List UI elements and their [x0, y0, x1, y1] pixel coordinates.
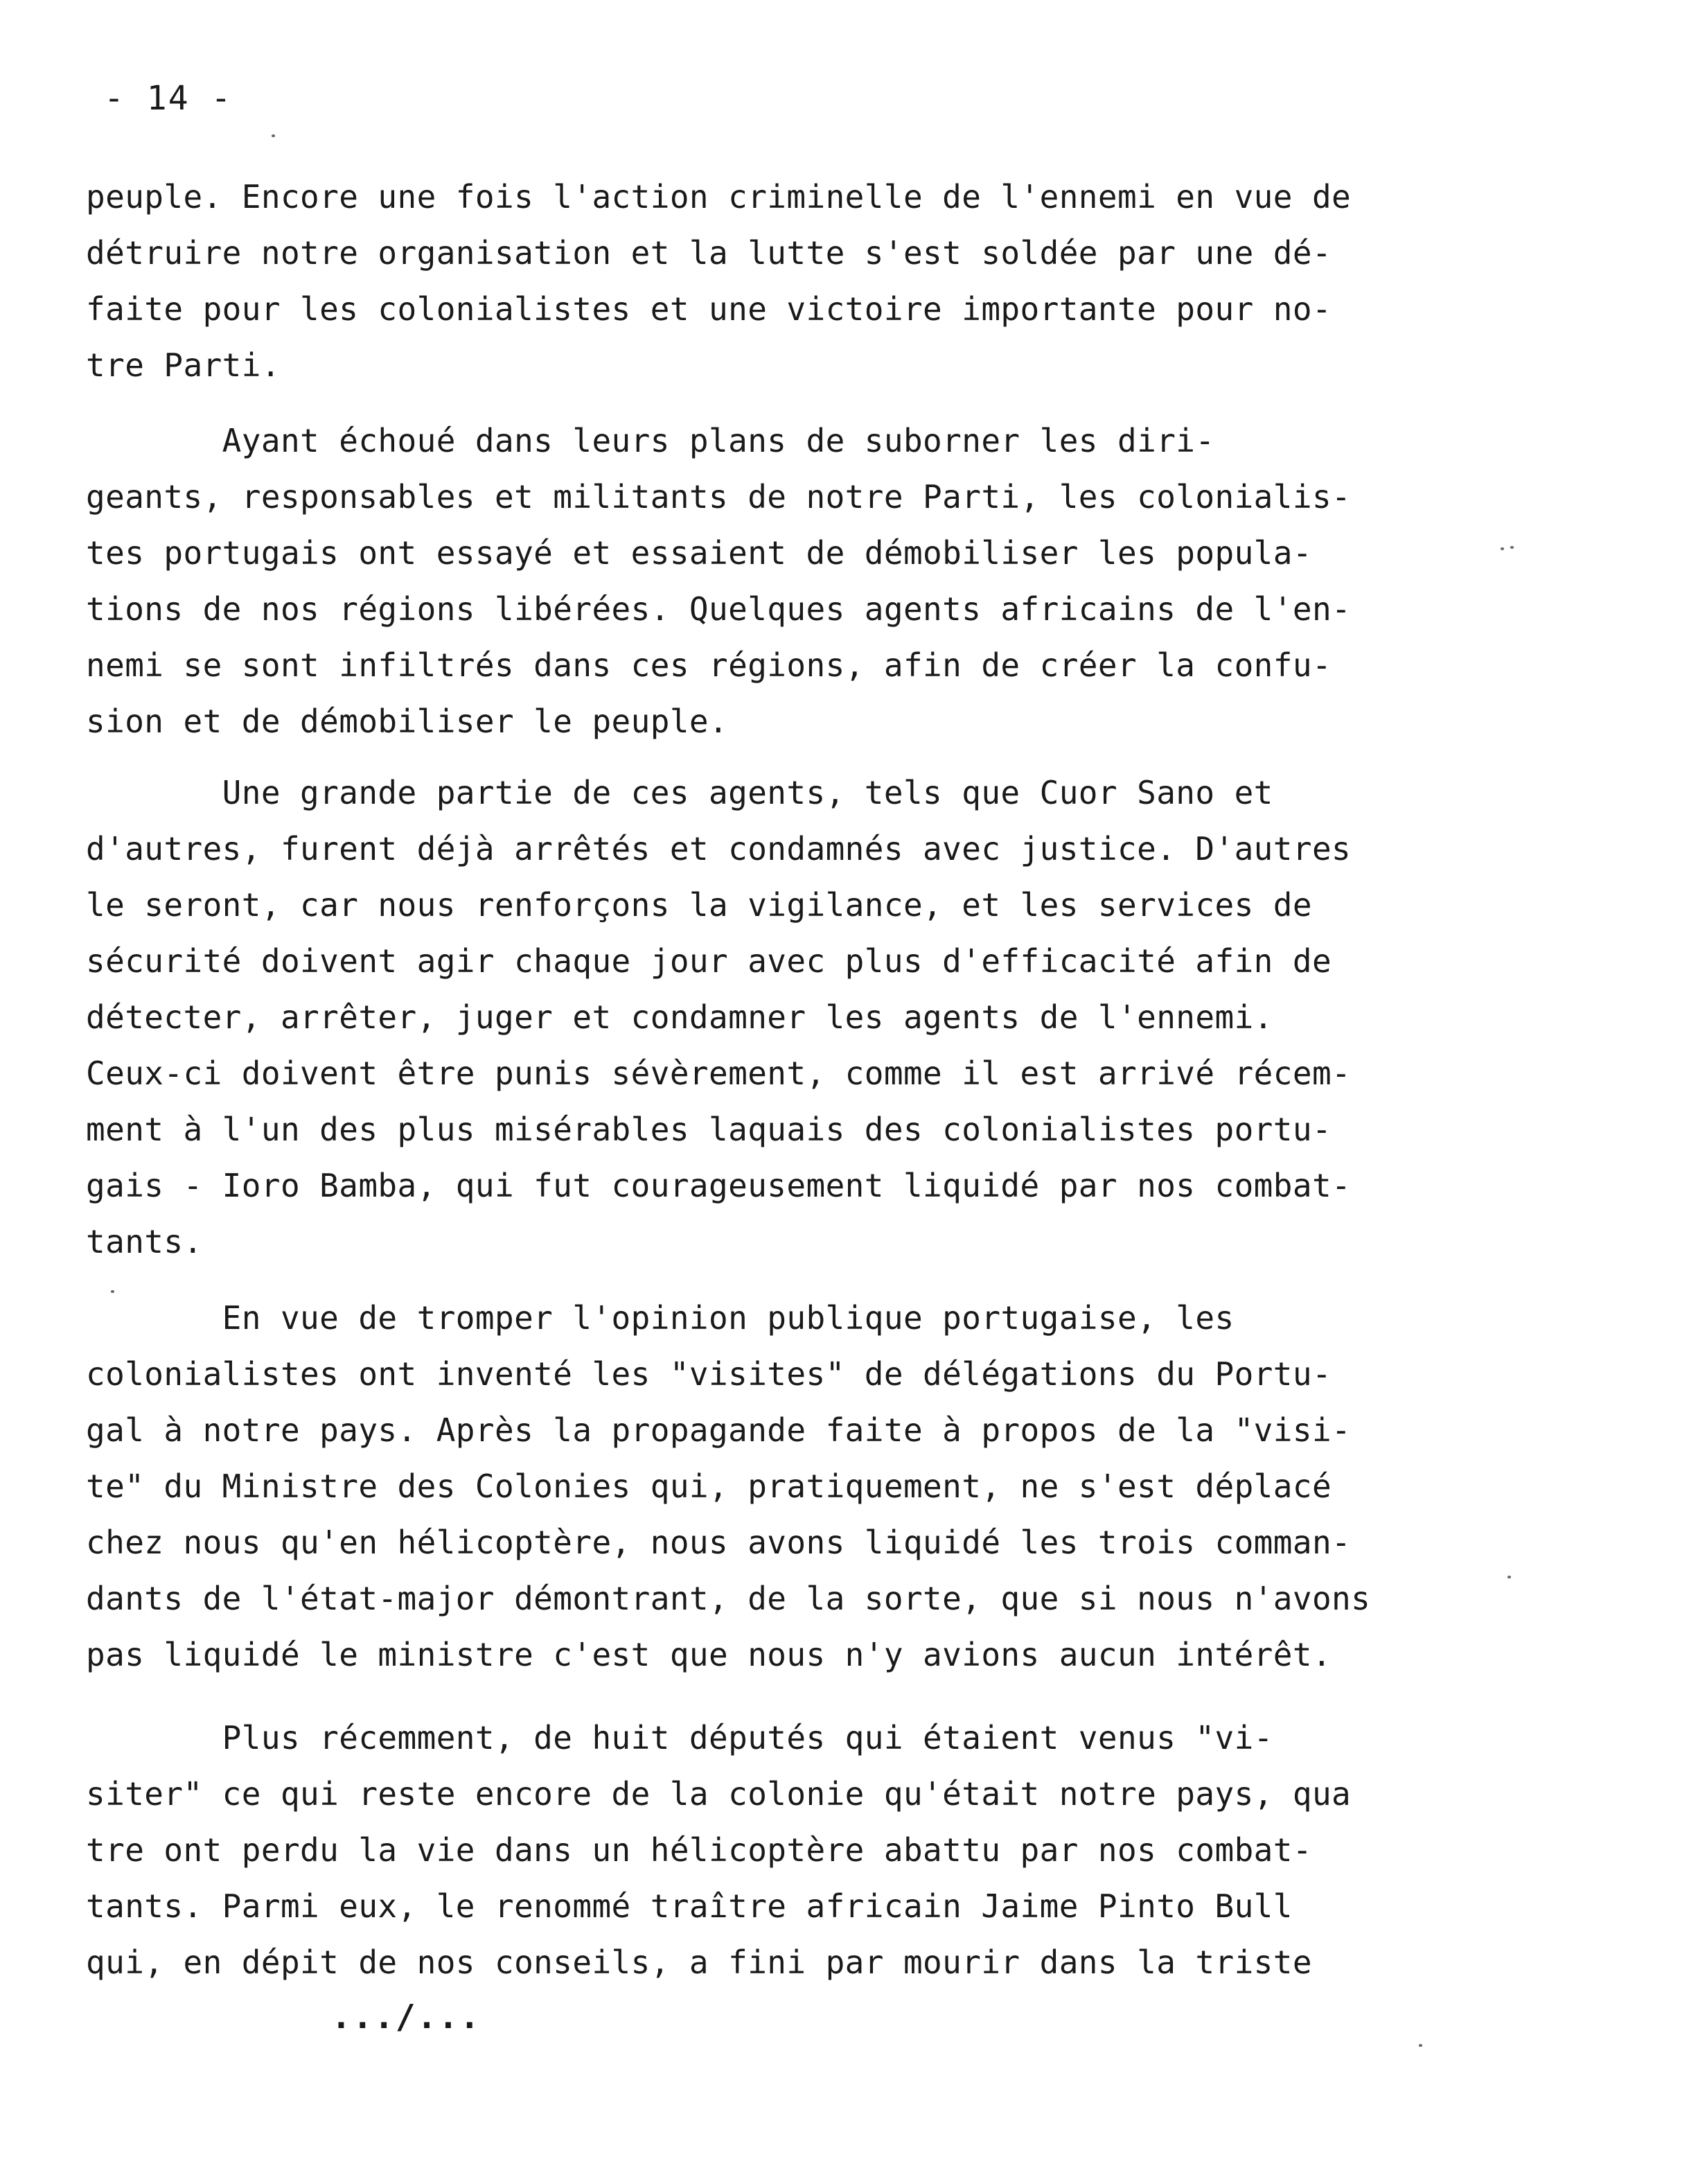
continuation-mark: .../... [331, 1998, 481, 2036]
text-line: chez nous qu'en hélicoptère, nous avons liquidé les trois comman- [86, 1524, 1352, 1561]
text-line: détecter, arrêter, juger et condamner les agents de l'ennemi. [86, 998, 1273, 1036]
text-line: sion et de démobiliser le peuple. [86, 703, 729, 740]
scan-speck [1419, 2044, 1422, 2047]
text-line: pas liquidé le ministre c'est que nous n'y avions aucun intérêt. [86, 1636, 1332, 1673]
text-line: nemi se sont infiltrés dans ces régions, afin de créer la confu- [86, 646, 1332, 684]
text-line: Ayant échoué dans leurs plans de suborner les diri- [86, 422, 1215, 459]
text-line: détruire notre organisation et la lutte s'est soldée par une dé- [86, 234, 1332, 272]
text-line: tre ont perdu la vie dans un hélicoptère abattu par nos combat- [86, 1831, 1312, 1869]
text-line: tants. Parmi eux, le renommé traître africain Jaime Pinto Bull [86, 1887, 1293, 1925]
paragraph-3 [86, 765, 1444, 1270]
text-line: faite pour les colonialistes et une victoire importante pour no- [86, 290, 1332, 328]
text-line: sécurité doivent agir chaque jour avec plus d'efficacité afin de [86, 942, 1332, 980]
text-line: te" du Ministre des Colonies qui, pratiquement, ne s'est déplacé [86, 1468, 1332, 1505]
text-line: Ceux-ci doivent être punis sévèrement, comme il est arrivé récem- [86, 1055, 1352, 1092]
text-line: d'autres, furent déjà arrêtés et condamnés avec justice. D'autres [86, 830, 1352, 868]
paragraph-2 [86, 413, 1444, 750]
text-line: siter" ce qui reste encore de la colonie qu'était notre pays, qua [86, 1775, 1352, 1813]
text-line: En vue de tromper l'opinion publique portugaise, les [86, 1299, 1235, 1337]
text-line: ment à l'un des plus misérables laquais des colonialistes portu- [86, 1111, 1332, 1148]
page-number: - 14 - [104, 79, 233, 118]
scan-speck [1501, 547, 1504, 550]
text-line: Plus récemment, de huit députés qui étaient venus "vi- [86, 1719, 1273, 1756]
paragraph-1 [86, 169, 1444, 394]
scan-speck [272, 134, 275, 137]
text-line: tes portugais ont essayé et essaient de démobiliser les popula- [86, 534, 1312, 572]
scan-speck [1510, 546, 1514, 549]
paragraph-4 [86, 1290, 1444, 1683]
text-line: gais - Ioro Bamba, qui fut courageusement liquidé par nos combat- [86, 1167, 1352, 1204]
text-line: Une grande partie de ces agents, tels que Cuor Sano et [86, 774, 1273, 811]
text-line: tants. [86, 1223, 203, 1260]
text-line: peuple. Encore une fois l'action criminelle de l'ennemi en vue de [86, 178, 1352, 215]
text-line: qui, en dépit de nos conseils, a fini par mourir dans la triste [86, 1944, 1312, 1981]
text-line: tions de nos régions libérées. Quelques agents africains de l'en- [86, 590, 1352, 628]
paragraph-5 [86, 1710, 1444, 1991]
text-line: dants de l'état-major démontrant, de la sorte, que si nous n'avons [86, 1580, 1371, 1617]
text-line: tre Parti. [86, 346, 281, 384]
scan-speck [1507, 1576, 1511, 1578]
text-line: colonialistes ont inventé les "visites" de délégations du Portu- [86, 1355, 1332, 1393]
text-line: le seront, car nous renforçons la vigilance, et les services de [86, 886, 1312, 924]
text-line: gal à notre pays. Après la propagande faite à propos de la "visi- [86, 1411, 1352, 1449]
scan-speck [111, 1290, 114, 1293]
text-line: geants, responsables et militants de notre Parti, les colonialis- [86, 478, 1352, 516]
